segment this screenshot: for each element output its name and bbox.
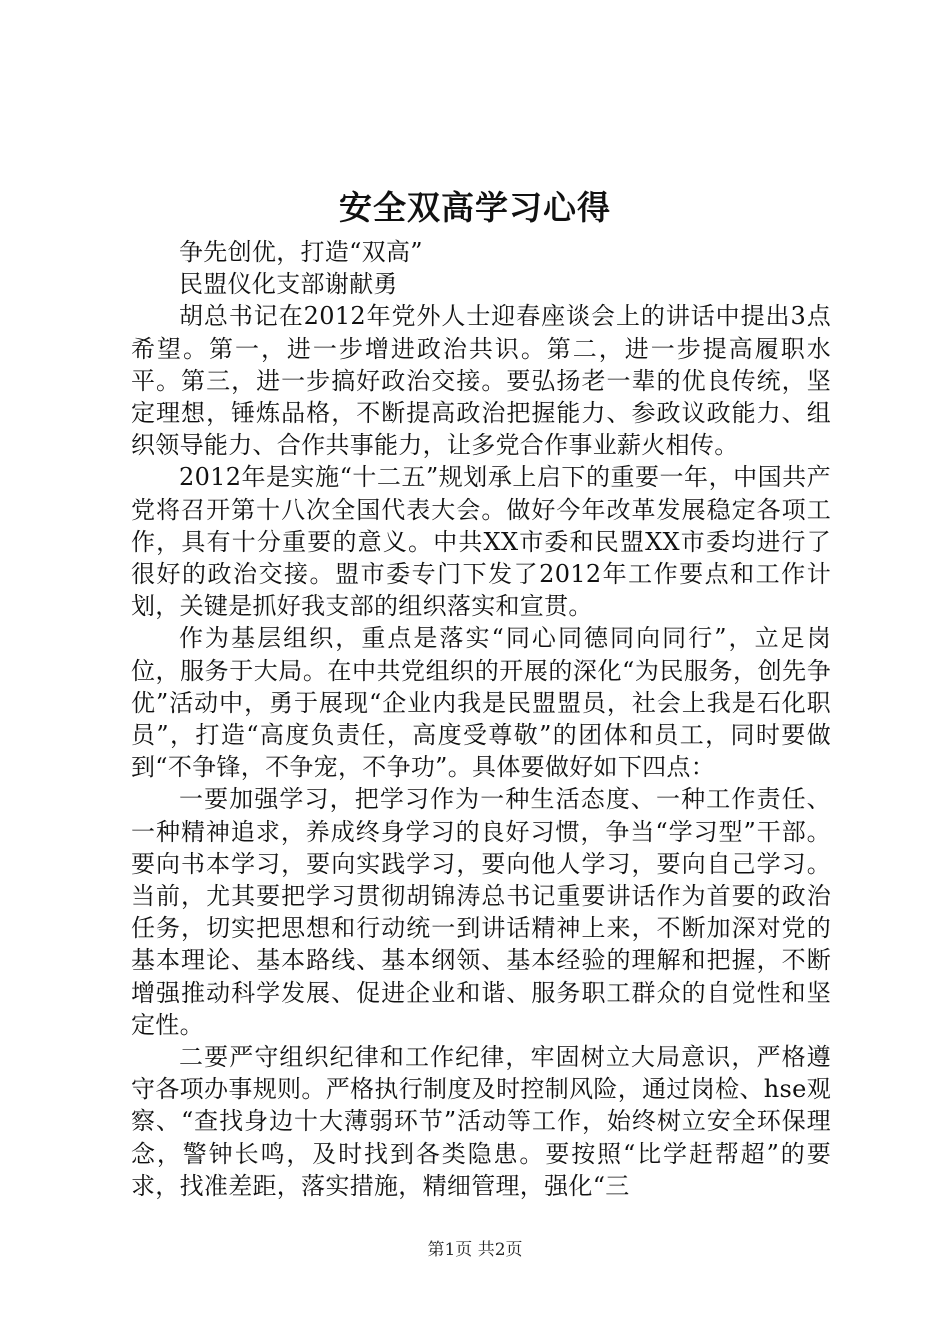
document-body [131, 236, 831, 1202]
page-number-footer: 第1页 共2页 [427, 1240, 523, 1260]
body-paragraph: 作为基层组织，重点是落实“同心同德同向同行”，立足岗位，服务于大局。在中共党组织的开展的深化“为民服务，创先争优”活动中，勇于展现“企业内我是民盟盟员，社会上我是石化职员”，打造“高度负责任，高度受尊敬”的团体和员工，同时要做到“不争锋，不争宠，不争功”。具体要做好如下四点： [131, 624, 831, 782]
body-paragraph: 2012年是实施“十二五”规划承上启下的重要一年，中国共产党将召开第十八次全国代表大会。做好今年改革发展稳定各项工作，具有十分重要的意义。中共XX市委和民盟XX市委均进行了很好的政治交接。盟市委专门下发了2012年工作要点和工作计划，关键是抓好我支部的组织落实和宣贯。 [131, 463, 831, 621]
body-paragraph: 一要加强学习，把学习作为一种生活态度、一种工作责任、一种精神追求，养成终身学习的良好习惯，争当“学习型”干部。要向书本学习，要向实践学习，要向他人学习，要向自己学习。当前，尤其要把学习贯彻胡锦涛总书记重要讲话作为首要的政治任务，切实把思想和行动统一到讲话精神上来，不断加深对党的基本理论、基本路线、基本纲领、基本经验的理解和把握，不断增强推动科学发展、促进企业和谐、服务职工群众的自觉性和坚定性。 [131, 785, 831, 1039]
body-paragraph: 二要严守组织纪律和工作纪律，牢固树立大局意识，严格遵守各项办事规则。严格执行制度及时控制风险，通过岗检、hse观察、“查找身边十大薄弱环节”活动等工作，始终树立安全环保理念，警钟长鸣，及时找到各类隐患。要按照“比学赶帮超”的要求，找准差距，落实措施，精细管理，强化“三 [131, 1043, 831, 1200]
subtitle-line: 争先创优，打造“双高” [179, 238, 423, 266]
document-title: 安全双高学习心得 [339, 188, 611, 227]
author-line: 民盟仪化支部谢献勇 [179, 270, 398, 299]
body-paragraph: 胡总书记在2012年党外人士迎春座谈会上的讲话中提出3点希望。第一，进一步增进政治共识。第二，进一步提高履职水平。第三，进一步搞好政治交接。要弘扬老一辈的优良传统，坚定理想，锤炼品格，不断提高政治把握能力、参政议政能力、组织领导能力、合作共事能力，让多党合作事业薪火相传。 [131, 302, 831, 460]
